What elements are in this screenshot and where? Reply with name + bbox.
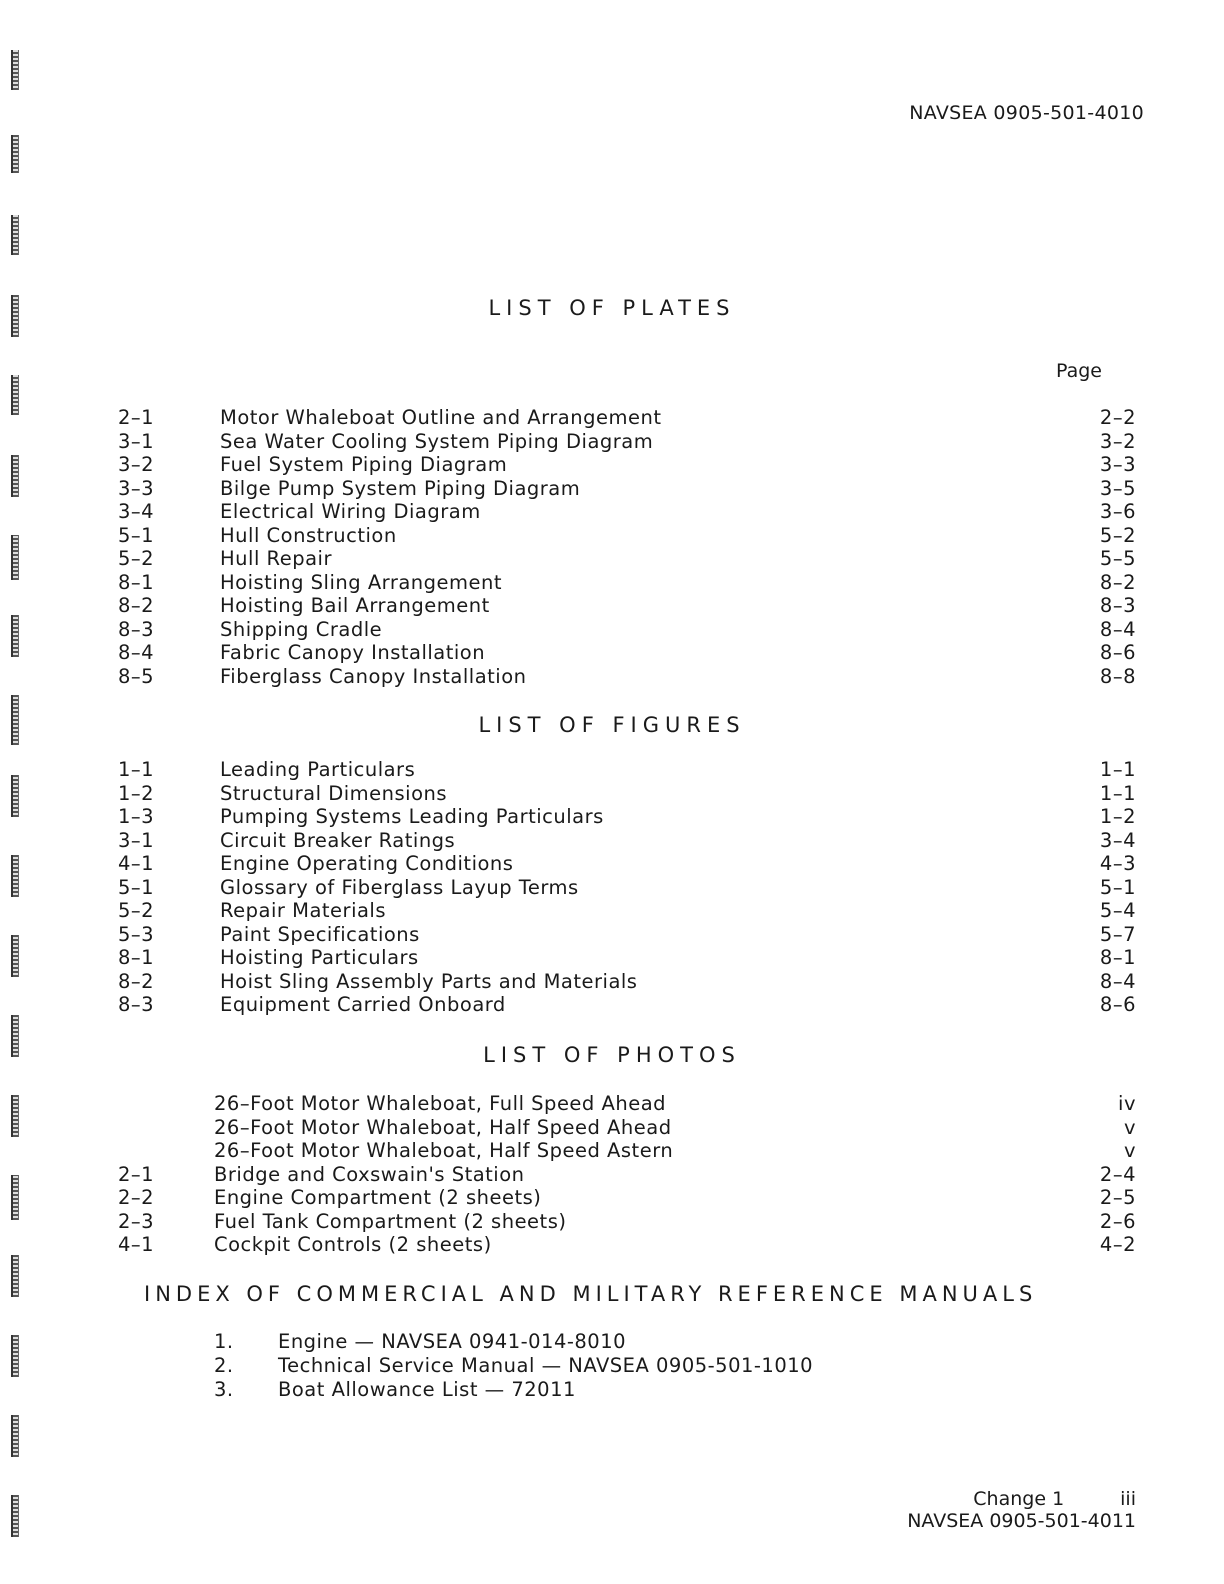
list-item-title: Structural Dimensions: [220, 781, 448, 805]
list-item-number: 1–3: [118, 805, 155, 828]
figures-list: [0, 758, 1224, 1017]
list-item-number: 4–1: [118, 852, 155, 875]
list-item-title: Fuel System Piping Diagram: [220, 453, 508, 476]
list-item-number: 2–1: [118, 1162, 155, 1186]
list-item: [0, 641, 1224, 665]
list-item-page: 5–5: [1099, 547, 1136, 570]
page-footer: [907, 1488, 1136, 1532]
list-item: [0, 406, 1224, 430]
document-number-header: NAVSEA 0905-501-4010: [909, 102, 1144, 124]
list-item-page: 8–6: [1099, 641, 1136, 664]
list-item-title: Fiberglass Canopy Installation: [220, 664, 527, 688]
list-item-title: Fuel Tank Compartment (2 sheets): [214, 1209, 567, 1233]
list-item-page: 8–1: [1099, 946, 1136, 969]
list-item-text: Technical Service Manual — NAVSEA 0905-501-1010: [278, 1354, 814, 1377]
list-item-number: 3–4: [118, 500, 155, 523]
binding-mark: [11, 1495, 19, 1537]
list-item-page: v: [1123, 1115, 1136, 1139]
binding-mark: [11, 1415, 19, 1457]
list-item-page: 3–4: [1099, 828, 1136, 852]
list-item-number: 5–2: [118, 547, 155, 570]
list-item-title: Shipping Cradle: [220, 617, 383, 641]
list-item: [0, 1092, 1224, 1116]
index-heading: INDEX OF COMMERCIAL AND MILITARY REFERENCE MANUALS: [144, 1282, 1038, 1306]
list-item-title: 26–Foot Motor Whaleboat, Half Speed Astern: [214, 1139, 674, 1162]
figures-heading: LIST OF FIGURES: [478, 713, 746, 737]
list-item-page: 4–3: [1099, 852, 1136, 875]
list-item-number: 2–1: [118, 406, 155, 429]
photos-heading: LIST OF PHOTOS: [483, 1043, 741, 1067]
list-item: [0, 430, 1224, 454]
list-item-number: 8–3: [118, 993, 155, 1016]
list-item: [0, 1139, 1224, 1163]
list-item-title: 26–Foot Motor Whaleboat, Full Speed Ahead: [214, 1092, 667, 1115]
list-item-title: Sea Water Cooling System Piping Diagram: [220, 429, 654, 453]
list-item: [0, 665, 1224, 689]
list-item-number: 8–1: [118, 570, 155, 594]
list-item-page: 3–2: [1099, 429, 1136, 453]
list-item-number: 8–1: [118, 946, 155, 969]
list-item-title: Repair Materials: [220, 899, 387, 922]
photos-list: [0, 1092, 1224, 1257]
list-item-title: Hull Construction: [220, 523, 397, 547]
list-item: [0, 1116, 1224, 1140]
list-item: [0, 1233, 1224, 1257]
list-item-title: Engine Compartment (2 sheets): [214, 1186, 542, 1209]
list-item: [0, 453, 1224, 477]
footer-document-number: NAVSEA 0905-501-4011: [907, 1510, 1136, 1532]
list-item-page: 8–2: [1099, 570, 1136, 594]
list-item: [0, 524, 1224, 548]
list-item-page: 3–5: [1099, 476, 1136, 500]
list-item-page: 2–2: [1099, 406, 1136, 429]
list-item-number: 5–2: [118, 899, 155, 922]
list-item-page: 4–2: [1099, 1233, 1136, 1256]
change-label: Change 1: [973, 1488, 1065, 1510]
list-item: [0, 829, 1224, 853]
list-item: [0, 1163, 1224, 1187]
list-item: [0, 1186, 1224, 1210]
list-item-number: 8–2: [118, 594, 155, 617]
list-item-page: 2–4: [1099, 1162, 1136, 1186]
list-item-page: 3–6: [1099, 500, 1136, 523]
list-item: [0, 758, 1224, 782]
list-item: [0, 899, 1224, 923]
list-item-number: 3–1: [118, 828, 155, 852]
list-item-page: 2–5: [1099, 1186, 1136, 1209]
list-item-number: 5–3: [118, 922, 155, 946]
list-item-page: 5–1: [1099, 875, 1136, 899]
list-item-title: Motor Whaleboat Outline and Arrangement: [220, 406, 662, 429]
list-item-number: 1–1: [118, 758, 155, 781]
list-item: [0, 1378, 1224, 1402]
plates-heading: LIST OF PLATES: [488, 296, 736, 320]
list-item-title: Glossary of Fiberglass Layup Terms: [220, 875, 579, 899]
binding-mark: [11, 1255, 19, 1297]
list-item-title: Fabric Canopy Installation: [220, 641, 486, 664]
list-item-page: 3–3: [1099, 453, 1136, 476]
list-item-page: 8–3: [1099, 594, 1136, 617]
list-item-text: Engine — NAVSEA 0941-014-8010: [278, 1330, 627, 1353]
list-item-number: 8–5: [118, 664, 155, 688]
list-item: [0, 876, 1224, 900]
list-item-title: 26–Foot Motor Whaleboat, Half Speed Ahead: [214, 1115, 672, 1139]
list-item-number: 3.: [214, 1378, 234, 1401]
list-item-number: 8–3: [118, 617, 155, 641]
list-item-title: Pumping Systems Leading Particulars: [220, 805, 604, 828]
list-item: [0, 993, 1224, 1017]
list-item-title: Circuit Breaker Ratings: [220, 828, 456, 852]
list-item-page: 1–1: [1099, 781, 1136, 805]
list-item-number: 3–1: [118, 429, 155, 453]
page-column-label: Page: [1056, 360, 1102, 382]
list-item-page: 8–4: [1099, 969, 1136, 993]
list-item-title: Bilge Pump System Piping Diagram: [220, 476, 581, 500]
list-item-page: 5–4: [1099, 899, 1136, 922]
list-item-number: 8–4: [118, 641, 155, 664]
list-item-page: iv: [1118, 1092, 1136, 1115]
list-item-title: Equipment Carried Onboard: [220, 993, 506, 1016]
binding-mark: [11, 215, 19, 255]
list-item-page: 5–2: [1099, 523, 1136, 547]
list-item: [0, 477, 1224, 501]
list-item: [0, 571, 1224, 595]
list-item-number: 5–1: [118, 875, 155, 899]
list-item-number: 2–2: [118, 1186, 155, 1209]
list-item-page: 2–6: [1099, 1209, 1136, 1233]
list-item-page: 8–6: [1099, 993, 1136, 1016]
list-item: [0, 852, 1224, 876]
list-item: [0, 782, 1224, 806]
list-item: [0, 946, 1224, 970]
list-item: [0, 1210, 1224, 1234]
list-item: [0, 500, 1224, 524]
list-item-page: 1–1: [1099, 758, 1136, 781]
list-item-text: Boat Allowance List — 72011: [278, 1378, 576, 1401]
list-item-number: 1–2: [118, 781, 155, 805]
list-item-page: 1–2: [1099, 805, 1136, 828]
list-item: [0, 970, 1224, 994]
list-item: [0, 594, 1224, 618]
list-item-title: Hoist Sling Assembly Parts and Materials: [220, 969, 638, 993]
list-item: [0, 618, 1224, 642]
list-item: [0, 805, 1224, 829]
list-item-page: 8–4: [1099, 617, 1136, 641]
list-item-title: Cockpit Controls (2 sheets): [214, 1233, 492, 1256]
binding-mark: [11, 50, 19, 90]
list-item-title: Hull Repair: [220, 547, 332, 570]
list-item: [0, 923, 1224, 947]
list-item-page: v: [1123, 1139, 1136, 1162]
list-item-title: Bridge and Coxswain's Station: [214, 1162, 525, 1186]
list-item-title: Paint Specifications: [220, 922, 420, 946]
list-item-number: 3–2: [118, 453, 155, 476]
list-item-number: 5–1: [118, 523, 155, 547]
list-item-title: Hoisting Sling Arrangement: [220, 570, 503, 594]
list-item-page: 5–7: [1099, 922, 1136, 946]
list-item-number: 3–3: [118, 476, 155, 500]
list-item: [0, 1354, 1224, 1378]
list-item: [0, 547, 1224, 571]
plates-list: [0, 406, 1224, 688]
list-item-number: 1.: [214, 1330, 234, 1353]
list-item-number: 2–3: [118, 1209, 155, 1233]
list-item-title: Leading Particulars: [220, 758, 416, 781]
list-item-page: 8–8: [1099, 664, 1136, 688]
list-item-title: Hoisting Bail Arrangement: [220, 594, 490, 617]
list-item-number: 2.: [214, 1354, 234, 1377]
list-item-title: Electrical Wiring Diagram: [220, 500, 481, 523]
list-item-title: Hoisting Particulars: [220, 946, 419, 969]
page-number: iii: [1120, 1488, 1136, 1510]
binding-mark: [11, 135, 19, 173]
list-item: [0, 1330, 1224, 1354]
list-item-number: 8–2: [118, 969, 155, 993]
reference-manuals-list: [0, 1330, 1224, 1402]
list-item-title: Engine Operating Conditions: [220, 852, 514, 875]
list-item-number: 4–1: [118, 1233, 155, 1256]
